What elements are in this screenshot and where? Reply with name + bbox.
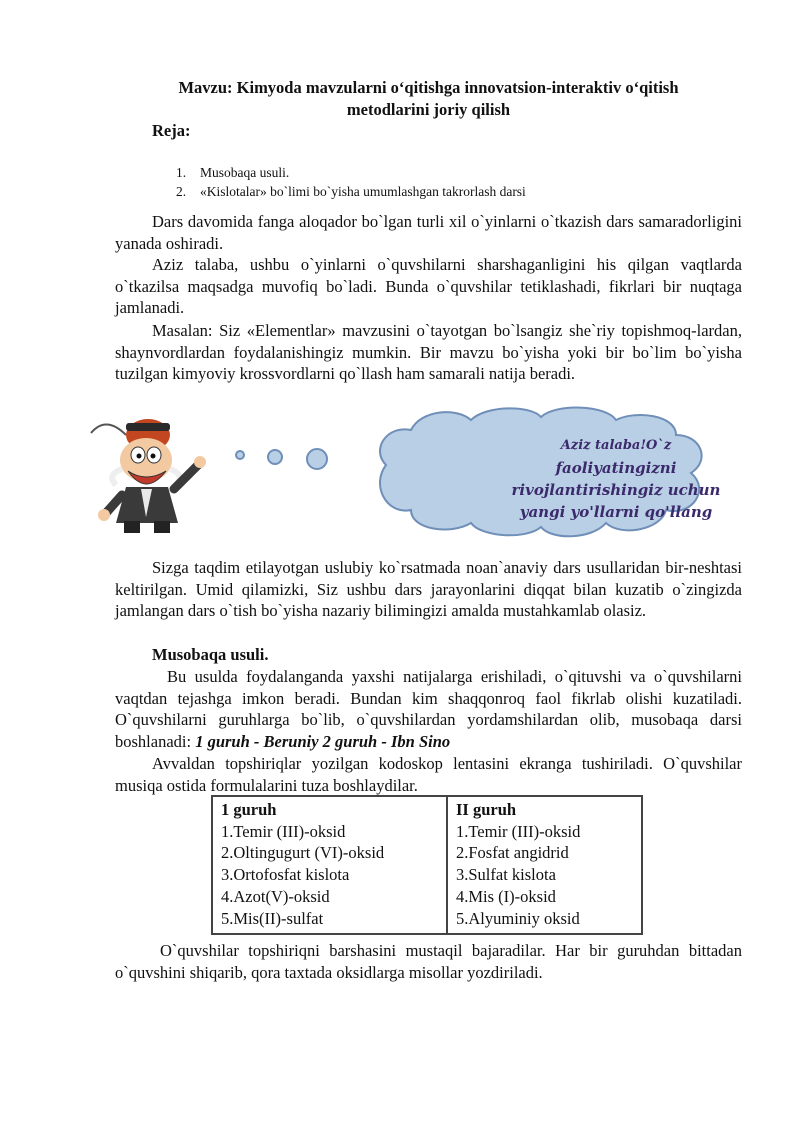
paragraph-1-text: Dars davomida fanga aloqador bo`lgan turli xil o`yinlarni o`tkazish dars samaradorligini yanada oshiradi. bbox=[115, 212, 742, 253]
table-cell: 4.Mis (I)-oksid bbox=[456, 886, 556, 906]
professor-cartoon-icon bbox=[91, 419, 206, 533]
paragraph-4-text: Sizga taqdim etilayotgan uslubiy ko`rsatmada noan`anaviy dars usullaridan bir-neshtasi keltirilgan. Umid qilamizki, Siz ushbu dars jarayonlarini diqqat bilan kuzatib o`zingizda jamlangan dars o`tish bo`yisha nazariy bilimingizi amalda mustahkamlab olasiz. bbox=[115, 558, 742, 621]
group-names: 1 guruh - Beruniy 2 guruh - Ibn Sino bbox=[195, 732, 451, 752]
group-1-header: 1 guruh bbox=[221, 800, 277, 819]
plan-item bbox=[176, 163, 526, 182]
plan-item-text: Musobaqa usuli. bbox=[200, 165, 290, 180]
table-cell: 1.Temir (III)-oksid bbox=[221, 821, 346, 841]
paragraph-2-text: Aziz talaba, ushbu o`yinlarni o`quvshilarni sharshaganligini his qilgan vaqtlarda o`tkazilsa maqsadga muvofiq bo`ladi. Bunda o`quvshilar tetiklashadi, fikrlari bir nuqtaga jamlanadi. bbox=[115, 255, 742, 318]
table-cell: 4.Azot(V)-oksid bbox=[221, 886, 330, 906]
table-cell: 1.Temir (III)-oksid bbox=[456, 821, 581, 841]
paragraph-4 bbox=[115, 557, 742, 622]
table-divider bbox=[446, 797, 448, 933]
paragraph-6-text: Avvaldan topshiriqlar yozilgan kodoskop lentasini ekranga tushiriladi. O`quvshilar musiqa ostida formulalarini tuza boshlaydilar. bbox=[115, 754, 742, 795]
table-cell: 2.Oltingugurt (VI)-oksid bbox=[221, 843, 385, 863]
section-heading-musobaqa: Musobaqa usuli. bbox=[152, 645, 269, 664]
paragraph-3-text: Masalan: Siz «Elementlar» mavzusini o`tayotgan bo`lsangiz she`riy topishmoq-lardan, shaynvordlardan foydalanishingiz mumkin. Bir mavzu bo`yisha yoki bir bo`lim bo`yisha tuzilgan kimyoviy krossvordlarni qo`llash ham samarali natija beradi. bbox=[115, 321, 742, 384]
plan-item-number: 2. bbox=[176, 184, 187, 199]
table-cell: 2.Fosfat angidrid bbox=[456, 843, 569, 863]
table-cell: 3.Sulfat kislota bbox=[456, 865, 556, 885]
table-cell: 5.Mis(II)-sulfat bbox=[221, 908, 324, 928]
thought-bubble-large bbox=[307, 449, 327, 469]
plan-heading: Reja: bbox=[152, 121, 191, 140]
table-cell: 5.Alyuminiy oksid bbox=[456, 908, 580, 928]
thought-bubble-small bbox=[236, 451, 244, 459]
cloud-line-1: Aziz talaba!O`z bbox=[560, 438, 672, 453]
paragraph-2 bbox=[115, 254, 742, 319]
plan-item-text: «Kislotalar» bo`limi bo`yisha umumlashgan takrorlash darsi bbox=[200, 184, 526, 199]
plan-item bbox=[176, 182, 526, 201]
paragraph-1 bbox=[115, 211, 742, 254]
group-1-column bbox=[221, 797, 443, 935]
paragraph-5 bbox=[115, 666, 742, 753]
title-line-1: Mavzu: Kimyoda mavzularni o‘qitishga innovatsion-interaktiv o‘qitish bbox=[178, 78, 679, 97]
page-title bbox=[115, 77, 742, 121]
title-line-2: metodlarini joriy qilish bbox=[346, 100, 511, 119]
cloud-line-2: faoliyatingizni bbox=[555, 459, 677, 477]
illustration bbox=[86, 405, 746, 540]
cloud-line-3: rivojlantirishingiz uchun bbox=[511, 481, 721, 499]
paragraph-5-text: Bu usulda foydalanganda yaxshi natijalarga erishiladi, o`qituvshi va o`quvshilarni vaqtdan tejashga imkon beradi. Bundan kim shaqqonroq faol fikrlab olishi kuzatiladi. O`quvshilarni guruhlarga bo`lib, o`quvshilardan yordamshilardan olib, musobaqa darsi boshlanadi: bbox=[115, 667, 742, 752]
cloud-line-4: yangi yo'llarni qo'llang bbox=[519, 503, 713, 521]
paragraph-6 bbox=[115, 753, 742, 796]
group-2-header: II guruh bbox=[456, 800, 517, 819]
paragraph-3 bbox=[115, 320, 742, 385]
plan-list bbox=[176, 163, 526, 201]
paragraph-7-text: O`quvshilar topshiriqni barshasini mustaqil bajaradilar. Har bir guruhdan bittadan o`quvshini shiqarib, qora taxtada oksidlarga misollar yozdiriladi. bbox=[115, 941, 742, 982]
groups-table bbox=[211, 795, 643, 935]
table-cell: 3.Ortofosfat kislota bbox=[221, 865, 350, 885]
paragraph-7 bbox=[115, 940, 742, 983]
thought-bubble-medium bbox=[268, 450, 282, 464]
plan-item-number: 1. bbox=[176, 165, 187, 180]
group-2-column bbox=[456, 797, 636, 935]
cloud-message bbox=[496, 435, 736, 521]
